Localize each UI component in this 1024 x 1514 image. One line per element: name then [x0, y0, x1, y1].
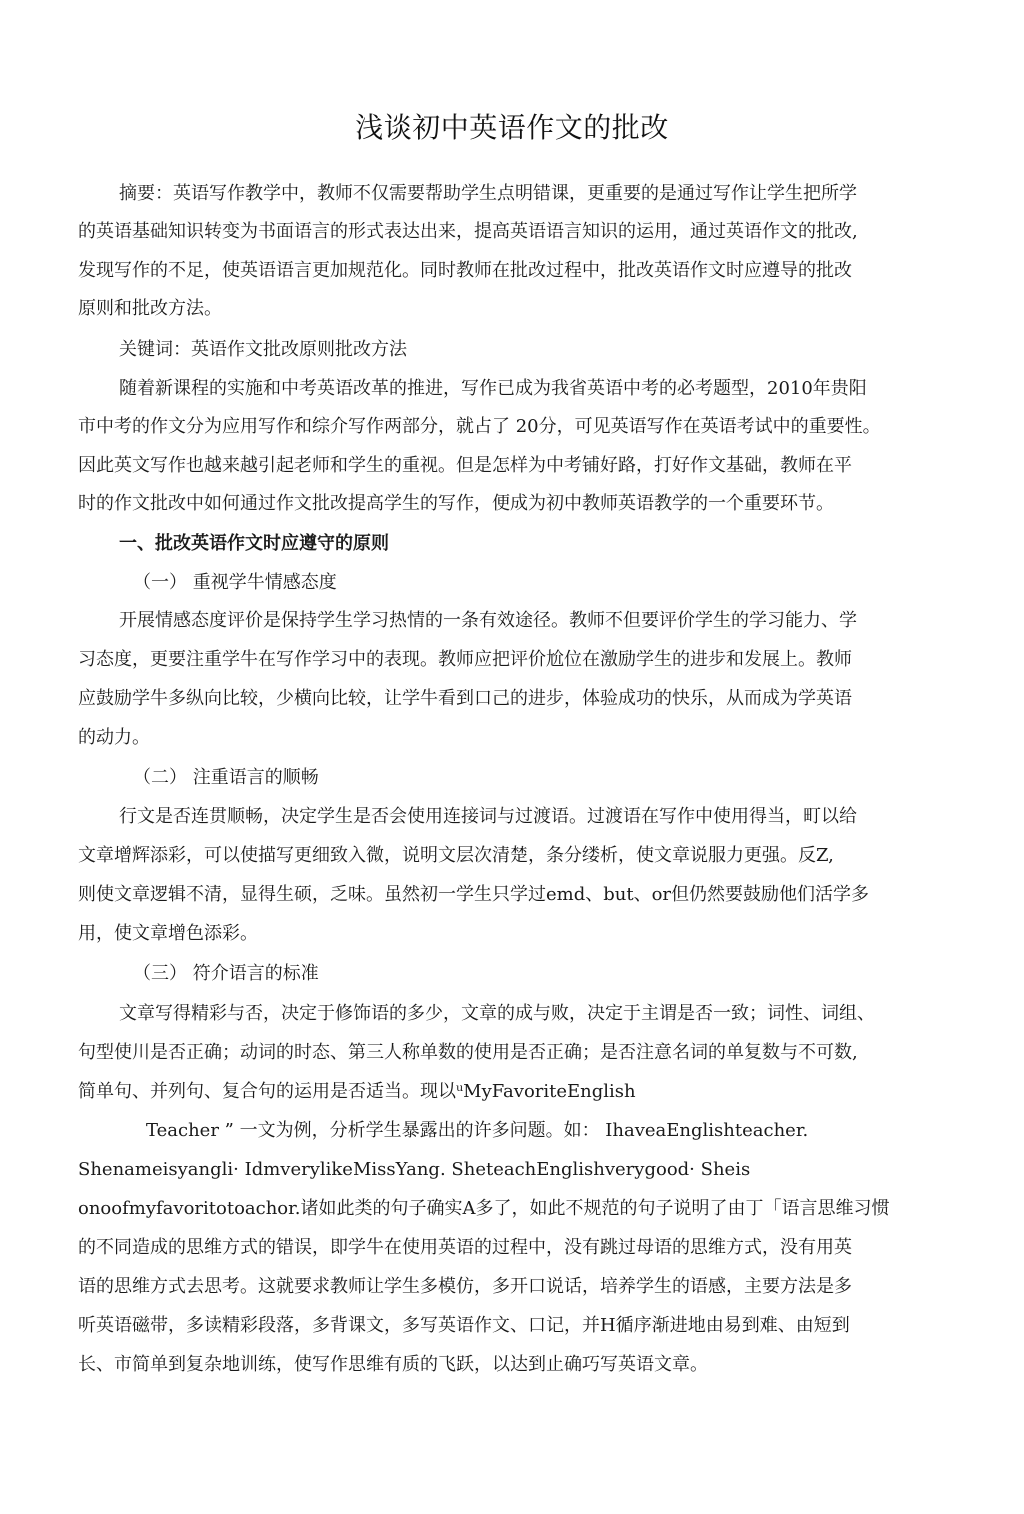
paragraph-line: 的不同造成的思维方式的错误，即学牛在使用英语的过程中，没有跳过母语的思维方式，没有用英 [78, 1237, 852, 1258]
paragraph-line: 句型使川是否正确；动词的时态、第三人称单数的使用是否正确；是否注意名词的单复数与不可数, [78, 1042, 858, 1063]
paragraph-line: 发现写作的不足，使英语语言更加规范化。同时教师在批改过程中，批改英语作文时应遵导的批改 [78, 260, 852, 281]
subsection-heading: （一） 重视学牛情感态度 [133, 572, 337, 593]
paragraph-line: 语的思维方式去思考。这就要求教师让学生多模仿，多开口说话，培养学生的语感，主要方法是多 [78, 1276, 852, 1297]
paragraph-line: 原则和批改方法。 [78, 298, 222, 319]
paragraph-line: 的英语基础知识转变为书面语言的形式表达出来，提高英语语言知识的运用，通过英语作文的批改, [78, 221, 858, 242]
subsection-heading: （三） 符介语言的标准 [133, 963, 319, 984]
paragraph-line: 文章增辉添彩，可以使描写更细致入微，说明文层次清楚，条分缕析，使文章说服力更强。反Z, [78, 845, 834, 866]
paragraph-line: 用，使文章增色添彩。 [78, 923, 258, 944]
paragraph-line: 行文是否连贯顺畅，决定学生是否会使用连接词与过渡语。过渡语在写作中使用得当，町以给 [119, 806, 857, 827]
paragraph-line: 听英语磁带，多读精彩段落，多背课文，多写英语作文、口记，并H循序渐进地由易到难、由短到 [78, 1315, 850, 1336]
paragraph-line: 简单句、并列句、复合句的运用是否适当。现以ᵘMyFavoriteEnglish [78, 1081, 636, 1102]
document-title: 浅谈初中英语作文的批改 [355, 111, 669, 144]
keywords-line: 关键词：英语作文批改原则批改方法 [119, 339, 407, 360]
paragraph-line: 因此英文写作也越来越引起老师和学生的重视。但是怎样为中考铺好路，打好作文基础，教师在平 [78, 455, 852, 476]
paragraph-line: 的动力。 [78, 727, 150, 748]
paragraph-line: 随着新课程的实施和中考英语改革的推进，写作已成为我省英语中考的必考题型，2010年贵阳 [119, 378, 867, 399]
paragraph-line: 文章写得精彩与否，决定于修饰语的多少，文章的成与败，决定于主谓是否一致；词性、词组、 [119, 1003, 875, 1024]
subsection-heading: （二） 注重语言的顺畅 [133, 767, 319, 788]
paragraph-line: 开展情感态度评价是保持学生学习热情的一条有效途径。教师不但要评价学生的学习能力、学 [119, 610, 857, 631]
paragraph-line: 应鼓励学牛多纵向比较，少横向比较，让学牛看到口己的进步，体验成功的快乐，从而成为学英语 [78, 688, 852, 709]
paragraph-line: Teacher ” 一文为例，分析学生暴露出的许多问题。如： IhaveaEnglishteacher. [146, 1120, 809, 1141]
paragraph-line: 则使文章逻辑不清，显得生硕，乏味。虽然初一学生只学过emd、but、or但仍然要鼓励他们活学多 [78, 884, 870, 905]
paragraph-line: onoofmyfavoritotoachor.诸如此类的句子确实A多了，如此不规范的句子说明了由丁「语言思维习惯 [78, 1198, 890, 1219]
paragraph-line: Shenameisyangli· IdmverylikeMissYang. SheteachEnglishverygood· Sheis [78, 1159, 751, 1180]
paragraph-line: 摘要：英语写作教学中，教师不仅需要帮助学生点明错课，更重要的是通过写作让学生把所学 [119, 183, 857, 204]
paragraph-line: 市中考的作文分为应用写作和综介写作两部分，就占了 20分，可见英语写作在英语考试中的重要性。 [78, 416, 881, 437]
section-heading: 一、批改英语作文时应遵守的原则 [119, 533, 389, 554]
paragraph-line: 时的作文批改中如何通过作文批改提高学生的写作，便成为初中教师英语教学的一个重要环节。 [78, 493, 834, 514]
paragraph-line: 长、市简单到复杂地训练，使写作思维有质的飞跃，以达到止确巧写英语文章。 [78, 1354, 708, 1375]
paragraph-line: 习态度，更要注重学牛在写作学习中的表现。教师应把评价尬位在激励学生的进步和发展上。教师 [78, 649, 852, 670]
